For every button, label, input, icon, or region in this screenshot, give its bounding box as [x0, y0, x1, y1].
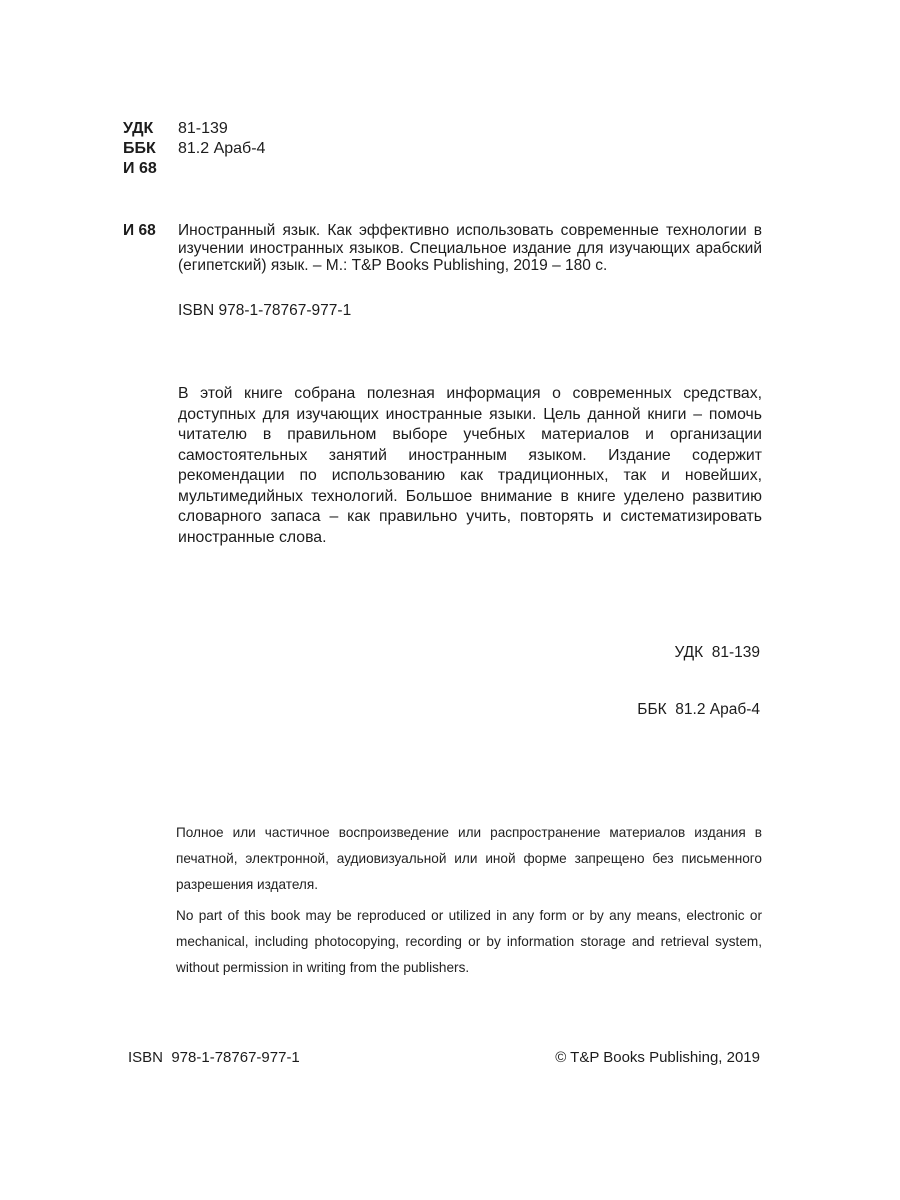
annotation-paragraph: В этой книге собрана полезная информация о современных средствах, доступных для изучающих иностранные языки. Цель данной книги – помочь читателю в правильном выборе учебных материалов и организации самостоятельных занятий иностранным языком. Издание содержит рекомендации по использованию как традиционных, так и новейших, мультимедийных технологий. Большое внимание в книге уделено развитию словарного запаса – как правильно учить, повторять и систематизировать иностранные слова.	[178, 385, 762, 546]
bbk-bottom-line: ББК 81.2 Араб-4	[637, 701, 760, 718]
udk-bottom-line: УДК 81-139	[674, 644, 760, 661]
udk-row	[123, 119, 265, 139]
footer-copyright: © T&P Books Publishing, 2019	[555, 1049, 760, 1066]
footer-isbn: ISBN 978-1-78767-977-1	[128, 1049, 300, 1066]
rights-notice-russian: Полное или частичное воспроизведение или распространение материалов издания в печатной, электронной, аудиовизуальной или иной форме запрещено без письменного разрешения издателя.	[176, 825, 762, 892]
author-sign-label: И 68	[123, 160, 157, 177]
udk-value: 81-139	[178, 120, 228, 137]
citation-text: Иностранный язык. Как эффективно использовать современные технологии в изучении иностранных языков. Специальное издание для изучающих арабский (египетский) язык. – М.: T&P Books Publishing, 2019 – 180 с.	[178, 222, 762, 274]
bibliographic-codes-bottom	[637, 605, 760, 757]
bbk-value: 81.2 Араб-4	[178, 140, 266, 157]
bbk-label: ББК	[123, 140, 156, 157]
author-sign-row	[123, 159, 265, 179]
rights-notice-english: No part of this book may be reproduced or utilized in any form or by any means, electronic or mechanical, including photocopying, recording or by information storage and retrieval system, without permission in writing from the publishers.	[176, 908, 762, 975]
citation-hanging-label: И 68	[123, 222, 156, 239]
catalog-citation-block	[123, 222, 762, 275]
isbn-line: ISBN 978-1-78767-977-1	[178, 302, 352, 319]
bbk-row	[123, 139, 265, 159]
bibliographic-codes-top	[123, 119, 265, 179]
udk-label: УДК	[123, 120, 154, 137]
